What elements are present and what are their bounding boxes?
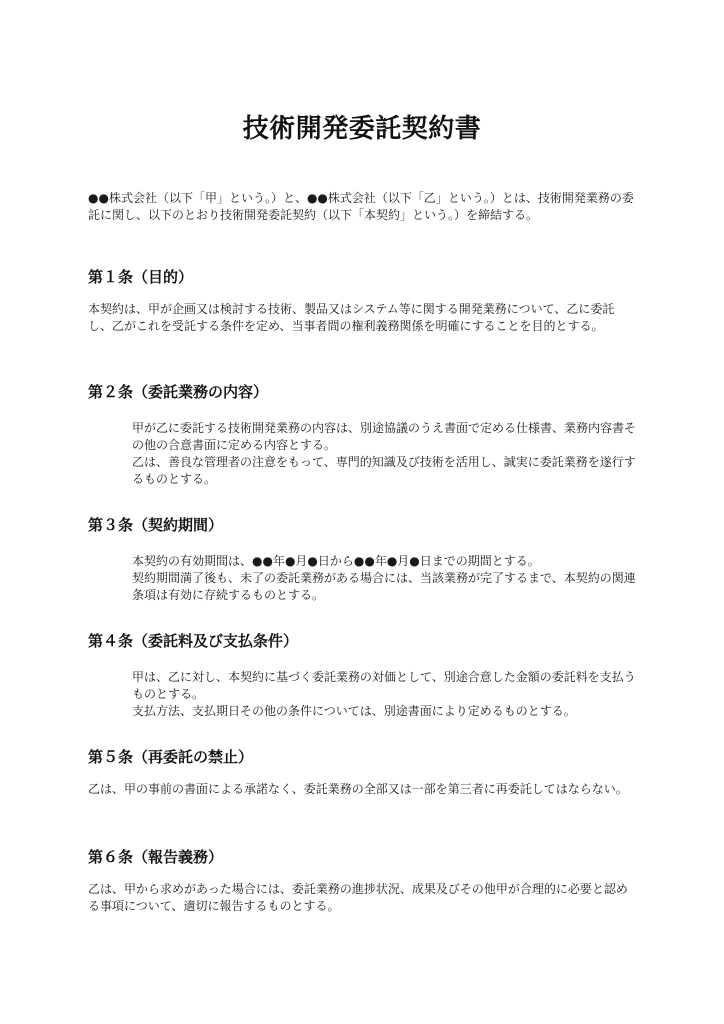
article-2-paragraph-1: 甲が乙に委託する技術開発業務の内容は、別途協議のうえ書面で定める仕様書、業務内容書その他の合意書面に定める内容とする。: [132, 421, 637, 452]
article-3-clauses: [88, 553, 648, 604]
article-2: [88, 382, 648, 488]
article-3-paragraph-2: 契約期間満了後も、未了の委託業務がある場合には、当該業務が完了するまで、本契約の関連条項は有効に存続するものとする。: [132, 571, 636, 602]
article-4-paragraph-1: 甲は、乙に対し、本契約に基づく委託業務の対価として、別途合意した金額の委託料を支払うものとする。: [132, 670, 636, 701]
article-2-clauses: [88, 420, 648, 488]
article-2-heading: 第２条（委託業務の内容）: [88, 383, 269, 401]
article-2-paragraph-2: 乙は、善良な管理者の注意をもって、専門的知識及び技術を活用し、誠実に委託業務を遂行するものとする。: [132, 455, 636, 486]
article-6-paragraph-1: 乙は、甲から求めがあった場合には、委託業務の進捗状況、成果及びその他甲が合理的に必要と認める事項について、適切に報告するものとする。: [88, 882, 628, 913]
article-1-paragraph-1: 本契約は、甲が企画又は検討する技術、製品又はシステム等に関する開発業務について、乙に委託し、乙がこれを受託する条件を定め、当事者間の権利義務関係を明確にすることを目的とする。: [88, 302, 615, 333]
article-5: [88, 747, 648, 798]
article-3-paragraph-1: 本契約の有効期間は、●●年●月●日から●●年●月●日までの期間とする。: [132, 554, 540, 568]
article-4-clauses: [88, 669, 648, 720]
article-6-heading: 第６条（報告義務）: [88, 848, 224, 866]
document-title: 技術開発委託契約書: [242, 114, 482, 144]
article-6: [88, 847, 648, 915]
article-1-heading: 第１条（目的）: [88, 268, 194, 286]
article-5-paragraph-1: 乙は、甲の事前の書面による承諾なく、委託業務の全部又は一部を第三者に再委託してはならない。: [88, 782, 628, 796]
article-3-heading: 第３条（契約期間）: [88, 516, 224, 534]
article-4: [88, 631, 648, 720]
article-1: [88, 267, 648, 335]
preamble-paragraph: ●●株式会社（以下「甲」という。）と、●●株式会社（以下「乙」という。）とは、技術開発業務の委託に関し、以下のとおり技術開発委託契約（以下「本契約」という。）を締結する。: [88, 191, 634, 222]
article-5-heading: 第５条（再委託の禁止）: [88, 748, 254, 766]
article-4-paragraph-2: 支払方法、支払期日その他の条件については、別途書面により定めるものとする。: [132, 704, 576, 718]
article-4-heading: 第４条（委託料及び支払条件）: [88, 632, 299, 650]
article-3: [88, 515, 648, 604]
